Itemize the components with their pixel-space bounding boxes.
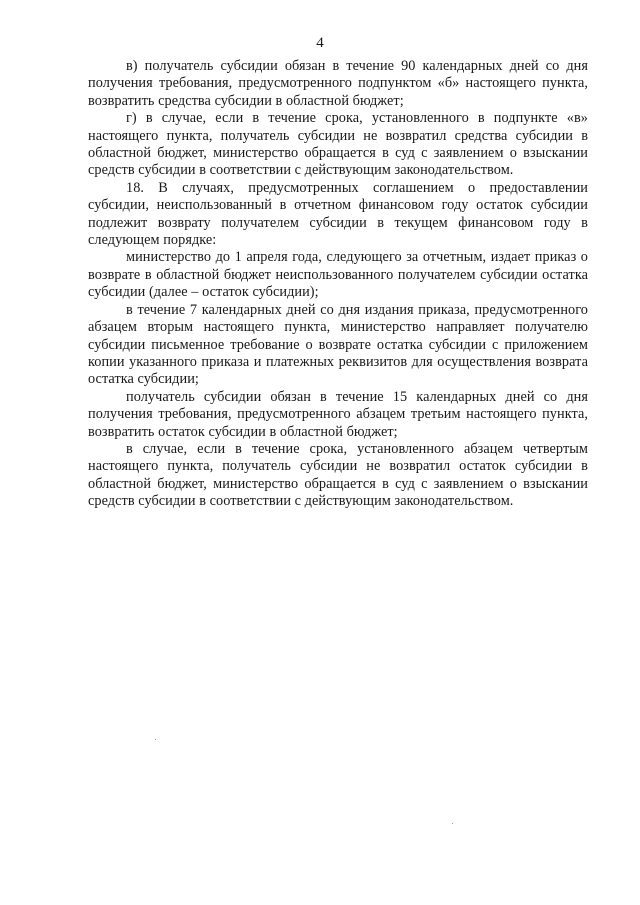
paragraph-court: в случае, если в течение срока, установленного абзацем четвертым настоящего пункта, получатель субсидии не возвратил остаток субсидии в областной бюджет, министерство обращается в суд с заявлением о взыскании средств субсидии в соответствии с действующим законодательством. [88,440,588,510]
paragraph-18: 18. В случаях, предусмотренных соглашением о предоставлении субсидии, неиспользованный в отчетном финансовом году остаток субсидии подлежит возврату получателем субсидии в текущем финансовом году в следующем порядке: [88,179,588,249]
scan-speck [452,823,453,824]
paragraph-notice: в течение 7 календарных дней со дня издания приказа, предусмотренного абзацем вторым настоящего пункта, министерство направляет получателю субсидии письменное требование о возврате остатка субсидии с приложением копии указанного приказа и платежных реквизитов для осуществления возврата остатка субсидии; [88,301,588,388]
page-number: 4 [316,35,324,51]
paragraph-g: г) в случае, если в течение срока, установленного в подпункте «в» настоящего пункта, получатель субсидии не возвратил средства субсидии в областной бюджет, министерство обращается в суд с заявлением о взыскании средств субсидии в соответствии с действующим законодательством. [88,110,588,179]
paragraph-return-obligation: получатель субсидии обязан в течение 15 календарных дней со дня получения требования, предусмотренного абзацем третьим настоящего пункта, возвратить остаток субсидии в областной бюджет; [88,388,588,440]
paragraph-v: в) получатель субсидии обязан в течение 90 календарных дней со дня получения требования, предусмотренного подпунктом «б» настоящего пункта, возвратить средства субсидии в областной бюджет; [88,58,588,109]
paragraph-order-issue: министерство до 1 апреля года, следующего за отчетным, издает приказ о возврате в областной бюджет неиспользованного получателем субсидии остатка субсидии (далее – остаток субсидии); [88,249,588,301]
document-body [88,58,588,511]
scan-speck [155,739,156,740]
